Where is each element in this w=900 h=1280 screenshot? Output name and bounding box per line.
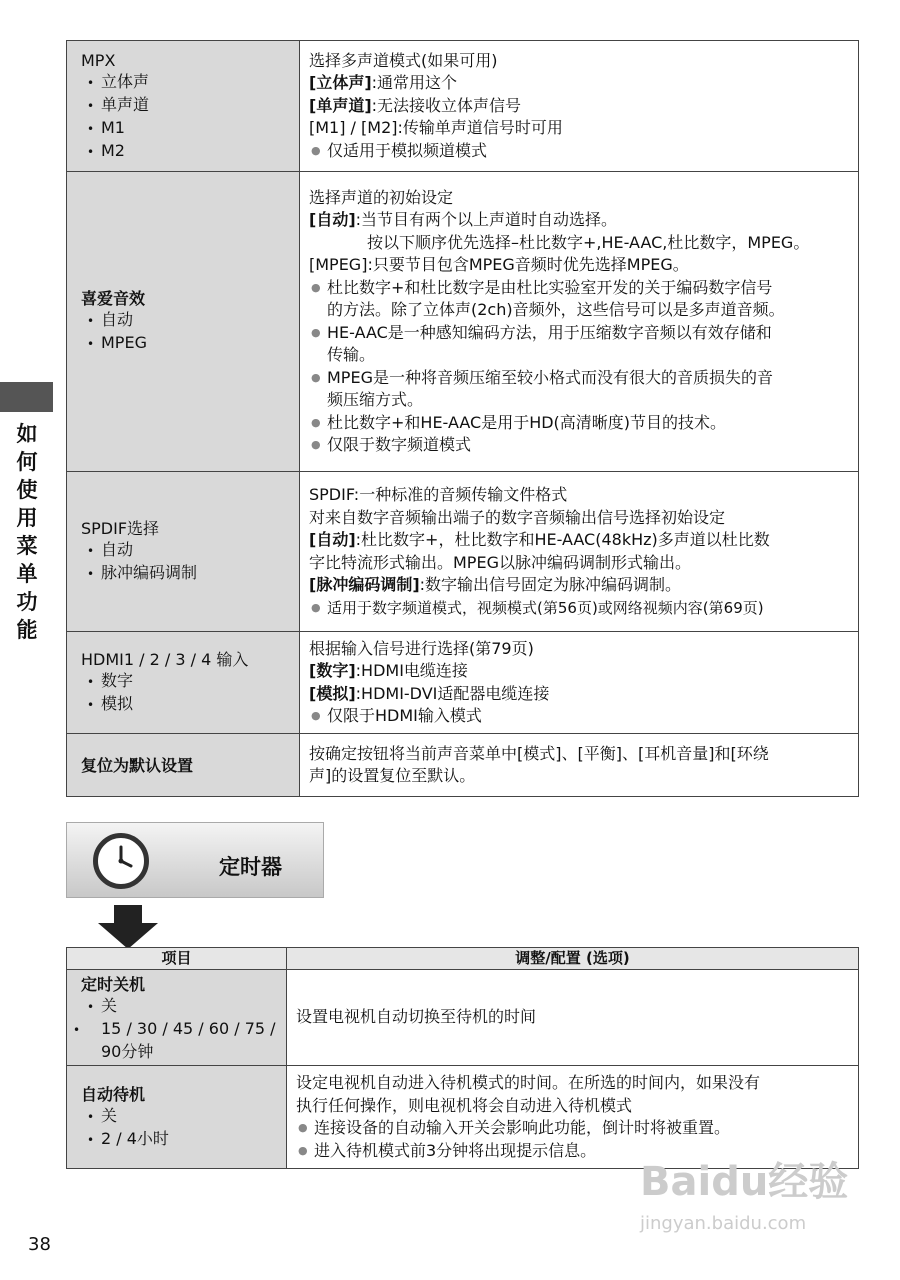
option-item: • 数字	[81, 670, 299, 693]
row-label-cell	[67, 632, 300, 734]
column-header-item: 项目	[67, 948, 287, 970]
description-line	[309, 529, 854, 552]
column-header-settings: 调整/配置 (选项)	[287, 948, 859, 970]
description-line: 对来自数字音频输出端子的数字音频输出信号选择初始设定	[309, 507, 726, 527]
row-description-cell	[287, 970, 859, 1066]
note-line: ● 杜比数字+和HE-AAC是用于HD(高清晰度)节目的技术。	[309, 412, 854, 435]
row-title: 喜爱音效	[81, 289, 146, 308]
option-key: [模拟]	[309, 683, 356, 703]
option-item: • M2	[81, 140, 299, 163]
option-key: [脉冲编码调制]	[309, 575, 420, 594]
row-title: SPDIF选择	[81, 519, 160, 538]
note-line: ● 进入待机模式前3分钟将出现提示信息。	[296, 1140, 854, 1163]
note-continuation: 频压缩方式。	[327, 390, 424, 409]
watermark-logo: Baidu经验	[640, 1159, 849, 1205]
timer-settings-table	[66, 947, 859, 1169]
table-row	[67, 734, 859, 797]
description-line: 字比特流形式输出。MPEG以脉冲编码调制形式输出。	[309, 552, 691, 572]
row-description-cell	[300, 472, 859, 632]
option-key: [自动]	[309, 210, 356, 229]
option-text: :当节目有两个以上声道时自动选择。	[355, 210, 618, 229]
row-description-cell	[300, 172, 859, 472]
timer-banner-label: 定时器	[219, 855, 282, 879]
table-row	[67, 41, 859, 172]
description-line: 根据输入信号进行选择(第79页)	[309, 638, 534, 658]
row-title: 复位为默认设置	[81, 755, 194, 775]
note-line: ● 连接设备的自动输入开关会影响此功能，倒计时将被重置。	[296, 1117, 854, 1140]
description-line	[309, 574, 854, 597]
description-line: 声]的设置复位至默认。	[309, 766, 476, 785]
option-item: • 15 / 30 / 45 / 60 / 75 / 90分钟	[81, 1018, 286, 1062]
description-line: SPDIF:一种标准的音频传输文件格式	[309, 485, 568, 504]
description-line	[309, 72, 854, 95]
side-title: 如何使用菜单功能	[16, 422, 38, 642]
clock-icon	[93, 833, 149, 889]
row-label-cell	[67, 970, 287, 1066]
option-text: :数字输出信号固定为脉冲编码调制。	[419, 575, 682, 594]
description-line: 设定电视机自动进入待机模式的时间。在所选的时间内，如果没有	[296, 1073, 761, 1092]
row-title: 自动待机	[81, 1084, 146, 1104]
option-key: [数字]	[309, 661, 356, 680]
option-item: • 自动	[81, 309, 299, 332]
row-title: MPX	[81, 50, 116, 70]
option-item: • 关	[81, 995, 286, 1018]
row-description-cell	[300, 41, 859, 172]
option-text: :HDMI电缆连接	[355, 661, 468, 680]
description-line	[309, 660, 854, 683]
row-label-cell	[67, 172, 300, 472]
option-key: [单声道]	[309, 95, 372, 115]
description-line: 按以下顺序优先选择–杜比数字+,HE-AAC,杜比数字，MPEG。	[367, 232, 810, 252]
row-description-cell	[300, 734, 859, 797]
option-key: [自动]	[309, 530, 356, 549]
note-line: ● 杜比数字+和杜比数字是由杜比实验室开发的关于编码数字信号	[309, 277, 854, 300]
option-item: • MPEG	[81, 332, 299, 355]
description-line: 设置电视机自动切换至待机的时间	[296, 1007, 537, 1027]
row-label-cell	[67, 41, 300, 172]
option-item: • 单声道	[81, 94, 299, 117]
description-line: 选择多声道模式(如果可用)	[309, 50, 498, 70]
option-item: • 立体声	[81, 71, 299, 94]
down-arrow-icon	[98, 905, 158, 949]
description-line: [M1] / [M2]:传输单声道信号时可用	[309, 118, 563, 138]
watermark-url: jingyan.baidu.com	[640, 1213, 807, 1234]
clock-hands-icon	[98, 838, 144, 884]
row-title: 定时关机	[81, 974, 146, 994]
option-item: • 脉冲编码调制	[81, 562, 299, 585]
timer-banner	[66, 822, 324, 898]
row-description-cell	[300, 632, 859, 734]
description-line: 选择声道的初始设定	[309, 187, 454, 207]
table-header-row	[67, 948, 859, 970]
note-line: ● 仅限于HDMI输入模式	[309, 705, 854, 728]
description-line: [MPEG]:只要节目包含MPEG音频时优先选择MPEG。	[309, 255, 689, 274]
description-line	[309, 209, 854, 232]
table-row	[67, 472, 859, 632]
table-row	[67, 172, 859, 472]
note-line: ● MPEG是一种将音频压缩至较小格式而没有很大的音质损失的音	[309, 367, 854, 390]
option-text: :通常用这个	[371, 73, 458, 93]
option-item: • M1	[81, 117, 299, 140]
table-row	[67, 632, 859, 734]
option-item: • 模拟	[81, 693, 299, 716]
description-line	[309, 683, 854, 706]
side-tab-marker	[0, 382, 53, 412]
row-label-cell	[67, 734, 300, 797]
note-line: ● HE-AAC是一种感知编码方法，用于压缩数字音频以有效存储和	[309, 322, 854, 345]
option-item: • 自动	[81, 539, 299, 562]
option-item: • 关	[81, 1105, 286, 1128]
note-continuation: 传输。	[327, 345, 376, 364]
description-line	[309, 95, 854, 118]
row-label-cell	[67, 472, 300, 632]
note-line: ● 仅适用于模拟频道模式	[309, 140, 854, 163]
row-label-cell	[67, 1066, 287, 1169]
option-text: :无法接收立体声信号	[371, 95, 522, 115]
description-line: 按确定按钮将当前声音菜单中[模式]、[平衡]、[耳机音量]和[环绕	[309, 743, 769, 763]
option-key: [立体声]	[309, 73, 372, 93]
row-title: HDMI1 / 2 / 3 / 4 输入	[81, 650, 249, 669]
page-number: 38	[28, 1234, 51, 1255]
option-item: • 2 / 4小时	[81, 1128, 286, 1151]
table-row	[67, 970, 859, 1066]
sound-settings-table	[66, 40, 859, 797]
note-line: ● 适用于数字频道模式，视频模式(第56页)或网络视频内容(第69页)	[309, 597, 854, 620]
option-text: :杜比数字+，杜比数字和HE-AAC(48kHz)多声道以杜比数	[355, 530, 770, 549]
option-text: :HDMI-DVI适配器电缆连接	[355, 683, 550, 703]
description-line: 执行任何操作，则电视机将会自动进入待机模式	[296, 1095, 633, 1115]
note-continuation: 的方法。除了立体声(2ch)音频外，这些信号可以是多声道音频。	[327, 300, 785, 319]
note-line: ● 仅限于数字频道模式	[309, 434, 854, 457]
